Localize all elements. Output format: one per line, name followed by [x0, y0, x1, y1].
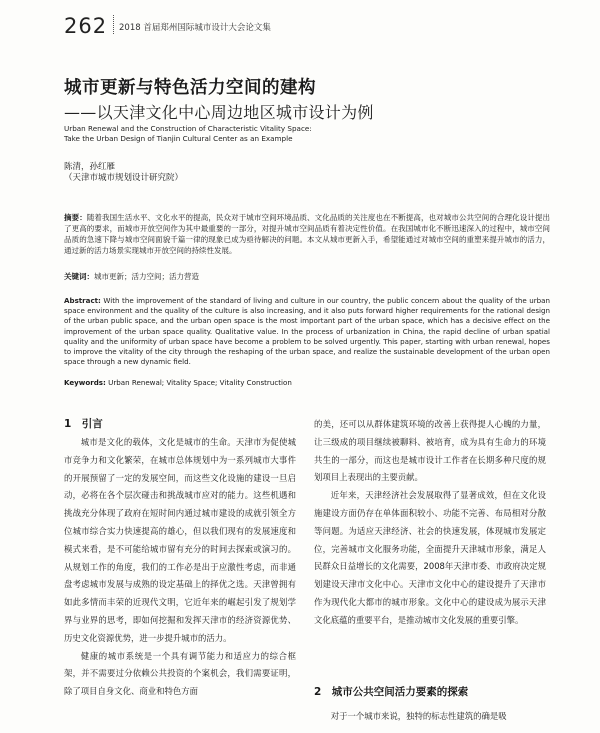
paragraph: 的美，还可以从群体建筑环境的改善上获得提人心魄的力量，让三级成的项目继续被聊料、被培育，成为具有生命力的环境共生的一部分，而这也是城市设计工作者在长期多种尺度的规划项目上表现出的主要贡献。: [314, 419, 546, 483]
title-main: 城市更新与特色活力空间的建构: [64, 78, 316, 98]
abstract-zh-text: 随着我国生活水平、文化水平的提高，民众对于城市空间环境品质、文化品质的关注度也在不断提高，也对城市公共空间的合理化设计提出了更高的要求，而城市开放空间作为其中最重要的一部分，对提升城市空间品质有着决定性价值。在我国城市化不断迅速深入的过程中，城市空间品质的急速下降与城市空间面貌千篇一律的现象已成为亟待解决的问题。本文从城市更新入手，希望能通过对城市空间的重塑来提升城市的活力，通过新的活力场景实现城市开放空间的持续性发展。: [64, 213, 551, 255]
paragraph: 健康的城市系统是一个具有调节能力和适应力的综合框架，并不需要过分依赖公共投资的个案机会，我们需要证明，除了项目自身文化、商业和特色方面: [64, 650, 296, 697]
keywords-zh-text: 城市更新；活力空间；活力营造: [94, 272, 199, 281]
author-names: 陈清，孙红雁: [64, 162, 116, 172]
section-2-heading: 2 城市公共空间活力要素的探索: [314, 686, 469, 698]
title-english-line1: Urban Renewal and the Construction of Characteristic Vitality Space:: [64, 124, 312, 133]
title-english: [64, 124, 312, 144]
body-column-right: [314, 416, 546, 630]
title-english-line2: Take the Urban Design of Tianjin Cultural Center as an Example: [64, 134, 293, 143]
body-column-left: [64, 434, 296, 701]
keywords-en-label: Keywords:: [64, 378, 106, 387]
section-1-heading: 1 引言: [64, 418, 103, 430]
paragraph: 城市是文化的载体，文化是城市的生命。天津市为促使城市竞争力和文化繁荣，在城市总体规划中为一系列城市大事件的开展预留了一定的发展空间，而这些文化设施的建设一旦启动，必将在各个层次碰击和挑战城市应对的能力。这些机遇和挑战充分体现了政府在短时间内通过城市建设的成就引领全方位城市综合实力快速提高的雄心，但以我们现有的发展速度和模式来看，是不可能给城市留有充分的时间去探索或演习的。从规划工作的角度，我们的工作必是出于应激性考虑，而非通盘考虑城市发展与成熟的设定基础上的择优之选。天津曾拥有如此多情而丰荣的近现代文明，它近年来的崛起引发了规划学界与业界的思考，即如何挖掘和发挥天津市的经济资源优势、历史文化资源优势，进一步提升城市的活力。: [64, 437, 296, 643]
keywords-chinese: [64, 271, 199, 282]
author-affiliation: （天津市城市规划设计研究院）: [64, 173, 184, 183]
keywords-en-text: Urban Renewal; Vitality Space; Vitality Construction: [108, 378, 292, 387]
title-sub: ——以天津文化中心周边地区城市设计为例: [64, 103, 374, 122]
abstract-chinese: [64, 212, 550, 256]
keywords-english: [64, 378, 292, 387]
running-head: 2018 首届郑州国际城市设计大会论文集: [119, 23, 271, 33]
abstract-zh-label: 摘要：: [64, 213, 87, 222]
page-number: 262: [64, 14, 108, 38]
abstract-en-text: With the improvement of the standard of living and culture in our country, the public concern about the quality of the urban space environment and the quality of the culture is also increasing, and it also puts forward higher requirements for the rational design of the urban public space, and the urban open space is the most important part of the urban space, which has a decisive effect on the improvement of the urban space quality. Qualitative value. In the process of urbanization in China, the rapid decline of urban spatial quality and the uniformity of urban space have become a problem to be solved urgently. This paper, starting with urban renewal, hopes to improve the vitality of the city through the reshaping of the urban space, and realize the sustainable development of the urban open space through a new dynamic field.: [64, 296, 550, 367]
abstract-en-label: Abstract:: [64, 296, 101, 305]
keywords-zh-label: 关键词：: [64, 272, 94, 281]
abstract-english: [64, 296, 550, 367]
authors-block: [64, 162, 183, 184]
header-divider: [113, 15, 115, 34]
paragraph: 对于一个城市来说，独特的标志性建筑的确是吸: [330, 711, 507, 721]
paragraph: 近年来，天津经济社会发展取得了显著成效，但在文化设施建设方面仍存在单体面积较小、功能不完善、布局相对分散等问题。为适应天津经济、社会的快速发展，体现城市发展定位，完善城市文化服务功能，全面提升天津城市形象，满足人民群众日益增长的文化需要，2008年天津市委、市政府决定规划建设天津市文化中心。天津市文化中心的建设提升了天津市作为现代化大都市的城市形象。文化中心的建设成为展示天津文化底蕴的重要平台，是推动城市文化发展的重要引擎。: [314, 490, 546, 625]
